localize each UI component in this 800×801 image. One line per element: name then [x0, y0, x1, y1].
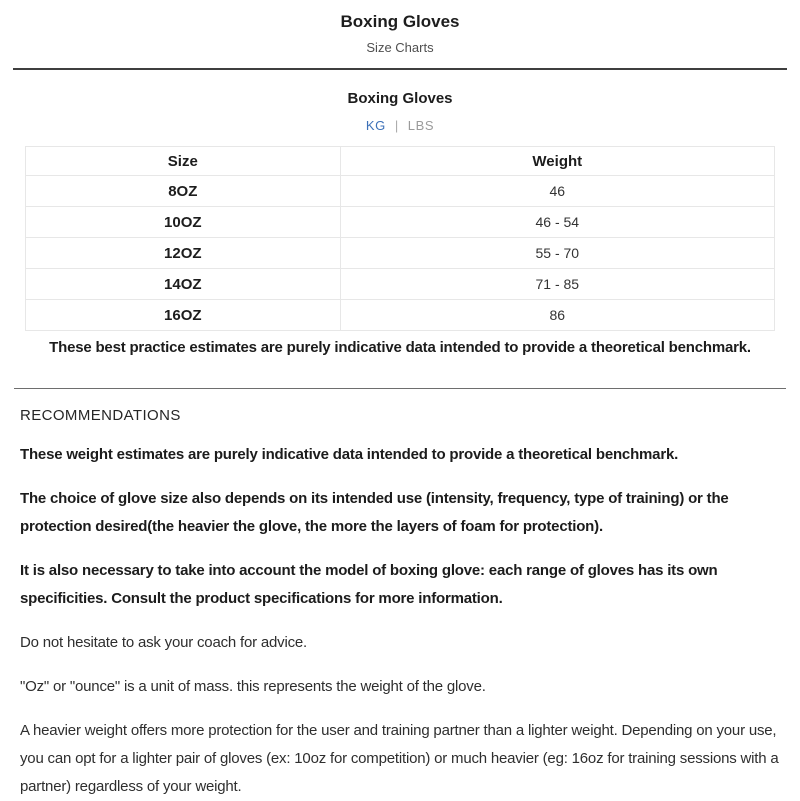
table-note: These best practice estimates are purely indicative data intended to provide a theoretical benchmark. — [49, 339, 751, 356]
header-divider — [13, 68, 787, 70]
table-row — [26, 176, 775, 207]
recommendations-heading: RECOMMENDATIONS — [20, 407, 181, 424]
recommendation-paragraph: "Oz" or "ounce" is a unit of mass. this represents the weight of the glove. — [20, 678, 486, 695]
table-row — [26, 238, 775, 269]
recommendation-paragraph: Do not hesitate to ask your coach for advice. — [20, 634, 307, 651]
page-title: Boxing Gloves — [340, 12, 460, 31]
weight-cell: 86 — [340, 300, 774, 331]
recommendation-paragraph: It is also necessary to take into account the model of boxing glove: each range of gloves has its own specificities. Consult the product specifications for more information. — [20, 562, 718, 607]
column-header-size: Size — [26, 147, 341, 176]
table-row — [26, 207, 775, 238]
size-cell: 16OZ — [26, 300, 341, 331]
size-chart-section — [0, 90, 800, 358]
table-header-row — [26, 147, 775, 176]
chart-title: Boxing Gloves — [347, 90, 453, 107]
weight-cell: 55 - 70 — [340, 238, 774, 269]
unit-separator: | — [394, 118, 399, 133]
recommendation-paragraph: A heavier weight offers more protection for the user and training partner than a lighter weight. Depending on your use, you can opt for a lighter pair of gloves (ex: 10oz for competition) or much heavier (eg: 16oz for training sessions with a partner) regardless of your weight. — [20, 722, 779, 795]
unit-lbs-button[interactable]: LBS — [407, 118, 435, 133]
page-subtitle: Size Charts — [366, 40, 434, 55]
recommendations-section — [0, 407, 800, 801]
table-row — [26, 300, 775, 331]
section-divider — [14, 388, 786, 389]
weight-cell: 71 - 85 — [340, 269, 774, 300]
weight-cell: 46 - 54 — [340, 207, 774, 238]
unit-toggle — [0, 118, 800, 134]
size-table — [25, 146, 775, 331]
recommendation-paragraph: The choice of glove size also depends on its intended use (intensity, frequency, type of training) or the protection desired(the heavier the glove, the more the layers of foam for protection). — [20, 490, 729, 535]
size-cell: 14OZ — [26, 269, 341, 300]
weight-cell: 46 — [340, 176, 774, 207]
size-cell: 8OZ — [26, 176, 341, 207]
size-cell: 12OZ — [26, 238, 341, 269]
column-header-weight: Weight — [340, 147, 774, 176]
unit-kg-button[interactable]: KG — [365, 118, 386, 133]
recommendation-paragraph: These weight estimates are purely indicative data intended to provide a theoretical benchmark. — [20, 446, 679, 463]
table-row — [26, 269, 775, 300]
size-cell: 10OZ — [26, 207, 341, 238]
page-header — [0, 12, 800, 56]
